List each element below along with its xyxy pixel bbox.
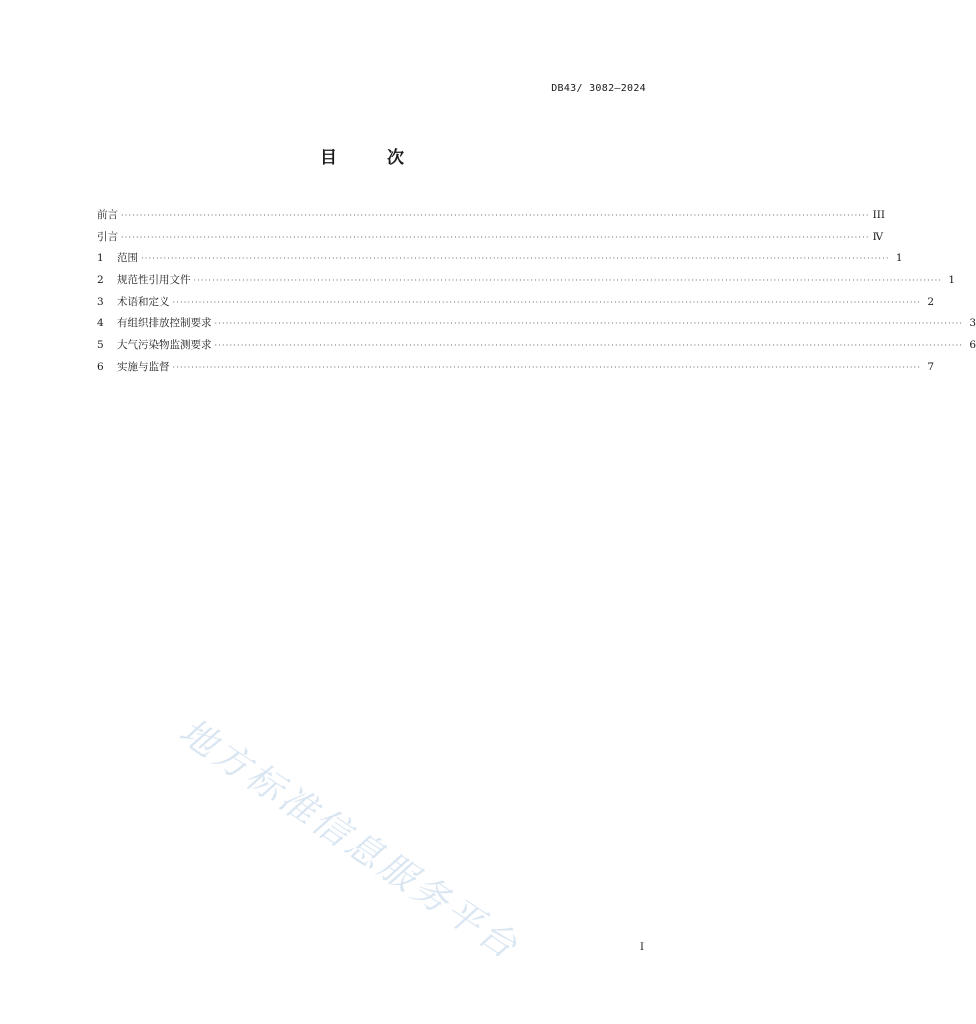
- watermark: 地方标准信息服务平台: [171, 710, 527, 969]
- toc-entry-3[interactable]: [97, 292, 935, 314]
- toc-number: 3: [97, 295, 104, 308]
- page-title: [0, 143, 724, 168]
- toc-page: 1: [895, 252, 903, 265]
- toc-label: 大气污染物监测要求: [117, 339, 212, 352]
- toc-leader: ········································································································································································································: [121, 211, 870, 220]
- toc-page: 3: [969, 317, 976, 330]
- toc-page: 2: [927, 295, 935, 308]
- toc-leader: ········································································································································································································: [141, 254, 890, 264]
- toc-label: 前言: [97, 209, 118, 221]
- toc-number: 5: [97, 339, 104, 352]
- toc-label: 范围: [117, 252, 138, 265]
- title-char-2: 次: [386, 148, 404, 168]
- toc-leader: ········································································································································································································: [193, 276, 943, 286]
- title-char-1: 目: [320, 148, 338, 168]
- toc-page: Ⅳ: [872, 230, 884, 243]
- toc-leader: ········································································································································································································: [172, 362, 922, 372]
- toc-entry-2[interactable]: [97, 270, 956, 292]
- toc-page: 7: [927, 360, 935, 373]
- toc-label: 规范性引用文件: [117, 274, 191, 287]
- toc-leader: ········································································································································································································: [121, 232, 870, 242]
- page-number: I: [640, 942, 644, 953]
- toc-entry-introduction[interactable]: [97, 227, 884, 249]
- toc-number: 6: [97, 360, 104, 373]
- toc-label: 有组织排放控制要求: [117, 317, 212, 330]
- toc-leader: ········································································································································································································: [214, 319, 964, 329]
- toc-entry-5[interactable]: [97, 335, 976, 357]
- toc-leader: ········································································································································································································: [214, 341, 964, 351]
- toc-entry-1[interactable]: [97, 248, 903, 270]
- toc-entry-6[interactable]: [97, 357, 935, 379]
- toc-number: 4: [97, 317, 104, 330]
- toc-entry-preface[interactable]: [97, 205, 886, 227]
- toc-label: 实施与监督: [117, 360, 170, 373]
- toc-label: 引言: [97, 230, 118, 243]
- toc-number: 2: [97, 274, 104, 287]
- table-of-contents: [97, 205, 976, 379]
- document-code: DB43/ 3082—2024: [551, 83, 646, 94]
- toc-number: 1: [97, 252, 104, 265]
- toc-page: III: [872, 209, 886, 221]
- toc-page: 1: [948, 274, 956, 287]
- toc-entry-4[interactable]: [97, 313, 976, 335]
- toc-page: 6: [969, 339, 976, 352]
- toc-leader: ········································································································································································································: [172, 297, 922, 307]
- toc-label: 术语和定义: [117, 295, 170, 308]
